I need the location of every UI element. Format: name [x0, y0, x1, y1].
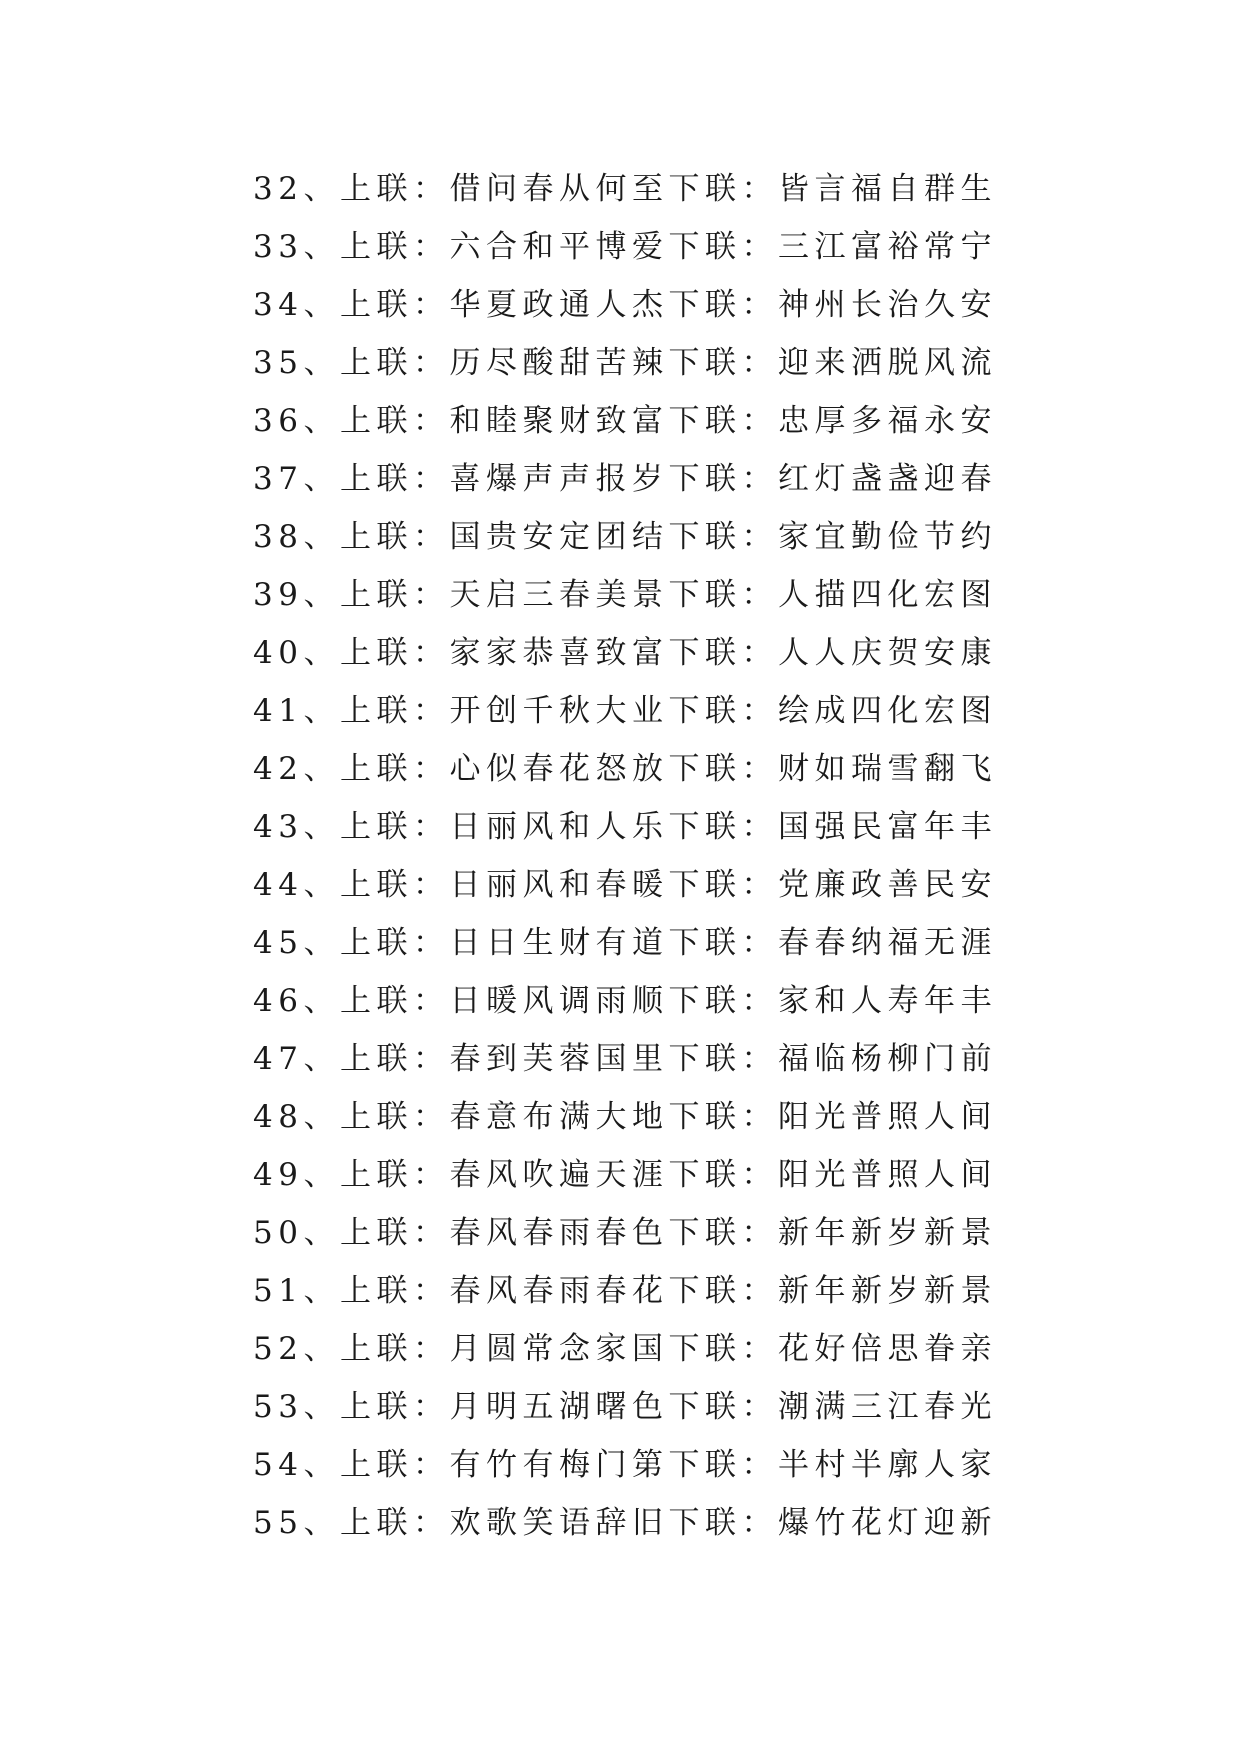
- couplet-line-52: 52、上联：月圆常念家国下联：花好倍思眷亲: [253, 1331, 997, 1367]
- couplet-line-39: 39、上联：天启三春美景下联：人描四化宏图: [253, 577, 997, 613]
- couplet-line-40: 40、上联：家家恭喜致富下联：人人庆贺安康: [253, 635, 997, 671]
- couplet-line-42: 42、上联：心似春花怒放下联：财如瑞雪翻飞: [253, 751, 997, 787]
- couplet-line-50: 50、上联：春风春雨春色下联：新年新岁新景: [253, 1215, 997, 1251]
- couplet-line-54: 54、上联：有竹有梅门第下联：半村半廓人家: [253, 1447, 997, 1483]
- couplet-line-51: 51、上联：春风春雨春花下联：新年新岁新景: [253, 1273, 997, 1309]
- couplet-line-45: 45、上联：日日生财有道下联：春春纳福无涯: [253, 925, 997, 961]
- couplet-line-38: 38、上联：国贵安定团结下联：家宜勤俭节约: [253, 519, 997, 555]
- couplet-line-46: 46、上联：日暖风调雨顺下联：家和人寿年丰: [253, 983, 997, 1019]
- couplet-list: [253, 160, 1013, 1552]
- couplet-line-36: 36、上联：和睦聚财致富下联：忠厚多福永安: [253, 403, 997, 439]
- couplet-line-32: 32、上联：借问春从何至下联：皆言福自群生: [253, 171, 997, 207]
- couplet-line-49: 49、上联：春风吹遍天涯下联：阳光普照人间: [253, 1157, 997, 1193]
- couplet-line-48: 48、上联：春意布满大地下联：阳光普照人间: [253, 1099, 997, 1135]
- couplet-line-34: 34、上联：华夏政通人杰下联：神州长治久安: [253, 287, 997, 323]
- couplet-line-44: 44、上联：日丽风和春暖下联：党廉政善民安: [253, 867, 997, 903]
- couplet-line-47: 47、上联：春到芙蓉国里下联：福临杨柳门前: [253, 1041, 997, 1077]
- couplet-line-33: 33、上联：六合和平博爱下联：三江富裕常宁: [253, 229, 997, 265]
- couplet-line-37: 37、上联：喜爆声声报岁下联：红灯盏盏迎春: [253, 461, 997, 497]
- couplet-line-55: 55、上联：欢歌笑语辞旧下联：爆竹花灯迎新: [253, 1505, 997, 1541]
- couplet-line-35: 35、上联：历尽酸甜苦辣下联：迎来洒脱风流: [253, 345, 997, 381]
- couplet-line-41: 41、上联：开创千秋大业下联：绘成四化宏图: [253, 693, 997, 729]
- couplet-line-43: 43、上联：日丽风和人乐下联：国强民富年丰: [253, 809, 997, 845]
- couplet-line-53: 53、上联：月明五湖曙色下联：潮满三江春光: [253, 1389, 997, 1425]
